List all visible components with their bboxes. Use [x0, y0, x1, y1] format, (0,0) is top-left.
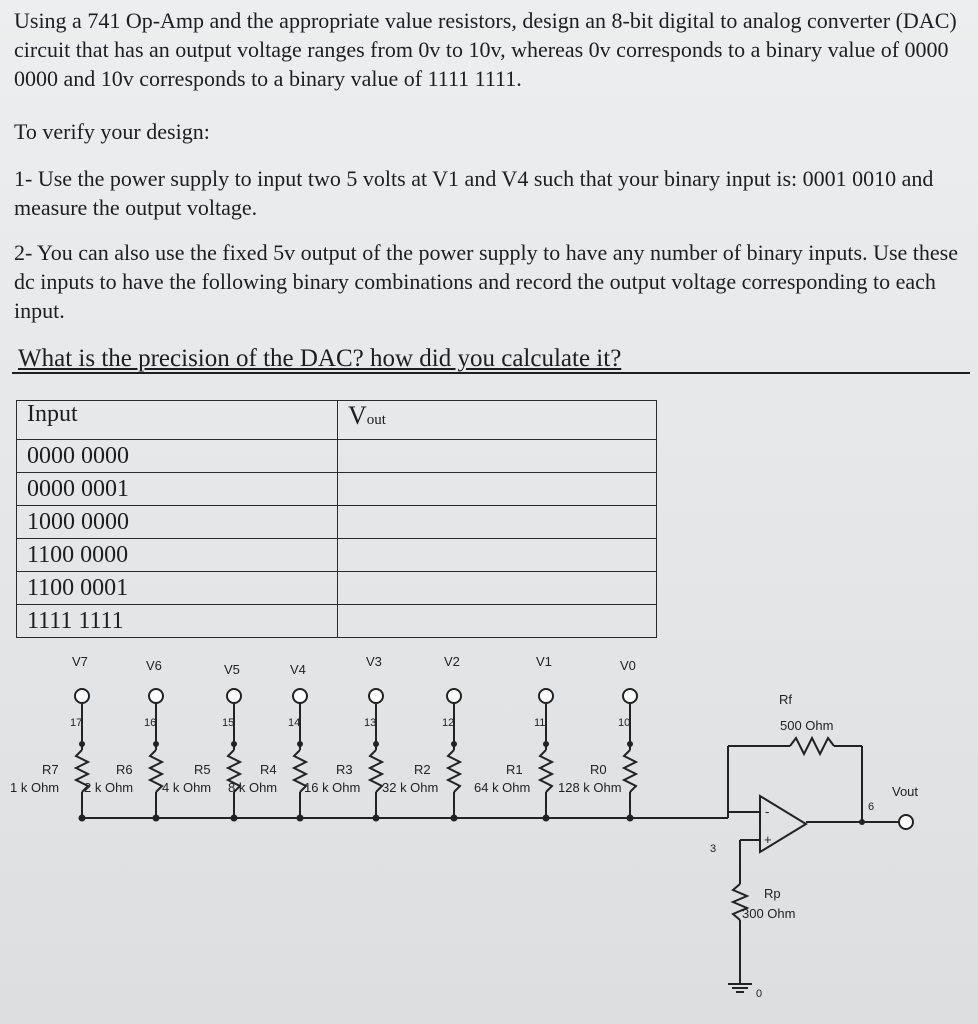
header-input: Input — [17, 401, 338, 440]
node-label-13: 13 — [364, 717, 377, 729]
source-label-v2: V2 — [444, 654, 460, 669]
resistor-value-r4: 8 k Ohm — [228, 780, 278, 795]
resistor-r3 — [370, 750, 382, 792]
resistor-value-r2: 32 k Ohm — [382, 780, 439, 795]
source-label-v4: V4 — [290, 662, 306, 677]
table-row — [17, 539, 657, 572]
resistor-r0 — [624, 750, 636, 792]
dac-schematic — [0, 640, 978, 1024]
input-cell: 0000 0000 — [17, 440, 338, 473]
source-label-v7: V7 — [72, 654, 88, 669]
horizontal-rule — [12, 372, 970, 374]
precision-question: What is the precision of the DAC? how did you calculate it? — [18, 345, 622, 372]
source-label-v0: V0 — [620, 658, 636, 673]
vout-symbol: V — [348, 401, 367, 430]
source-label-v6: V6 — [146, 658, 162, 673]
source-label-v3: V3 — [366, 654, 382, 669]
step-1-text: 1- Use the power supply to input two 5 volts at V1 and V4 such that your binary input is: 0001 0010 and measure the output voltage. — [14, 166, 934, 220]
vout-cell — [338, 539, 657, 572]
node-label-12: 12 — [442, 717, 455, 729]
input-terminal-v5[interactable] — [227, 689, 241, 703]
header-vout — [338, 401, 657, 440]
rf-name: Rf — [779, 692, 792, 707]
table-row — [17, 506, 657, 539]
node-label-11: 11 — [534, 717, 546, 729]
node-label-15: 15 — [222, 717, 235, 729]
input-branches — [10, 654, 637, 822]
resistor-name-r6: R6 — [116, 762, 133, 777]
resistor-value-r3: 16 k Ohm — [304, 780, 361, 795]
vout-terminal[interactable] — [899, 815, 913, 829]
node-3-label: 3 — [710, 843, 717, 855]
resistor-value-r5: 4 k Ohm — [162, 780, 212, 795]
vout-subscript: out — [366, 412, 386, 428]
input-terminal-v3[interactable] — [369, 689, 383, 703]
rf-resistor — [790, 738, 834, 754]
node-label-16: 16 — [144, 717, 157, 729]
resistor-name-r0: R0 — [590, 762, 607, 777]
input-terminal-v7[interactable] — [75, 689, 89, 703]
node-label-10: 10 — [618, 717, 631, 729]
verify-heading: To verify your design: — [14, 119, 210, 144]
input-cell: 1100 0000 — [17, 539, 338, 572]
vout-cell — [338, 506, 657, 539]
resistor-value-r1: 64 k Ohm — [474, 780, 531, 795]
step-2-text: 2- You can also use the fixed 5v output of the power supply to have any number of binary inputs. Use these dc inputs to have the following binary combinations and record the output voltage corresponding to each input. — [14, 240, 958, 323]
problem-statement: Using a 741 Op-Amp and the appropriate value resistors, design an 8-bit digital to analog converter (DAC) circuit that has an output voltage ranges from 0v to 10v, whereas 0v corresponds to a binary value of 0000 0000 and 10v corresponds to a binary value of 1111 1111. — [14, 8, 957, 91]
input-terminal-v1[interactable] — [539, 689, 553, 703]
table-row — [17, 572, 657, 605]
resistor-value-r6: 2 k Ohm — [84, 780, 134, 795]
resistor-r6 — [150, 750, 162, 792]
source-label-v1: V1 — [536, 654, 552, 669]
rf-value: 500 Ohm — [780, 718, 834, 733]
vout-cell — [338, 605, 657, 638]
input-cell: 1100 0001 — [17, 572, 338, 605]
resistor-name-r5: R5 — [194, 762, 211, 777]
resistor-r2 — [448, 750, 460, 792]
rp-value: 300 Ohm — [742, 906, 796, 921]
input-cell: 1000 0000 — [17, 506, 338, 539]
resistor-value-r0: 128 k Ohm — [558, 780, 622, 795]
vout-cell — [338, 572, 657, 605]
input-cell: 1111 1111 — [17, 605, 338, 638]
resistor-r1 — [540, 750, 552, 792]
input-terminal-v4[interactable] — [293, 689, 307, 703]
vout-cell — [338, 440, 657, 473]
resistor-name-r7: R7 — [42, 762, 59, 777]
node-6-label: 6 — [868, 801, 875, 813]
node-label-14: 14 — [288, 717, 301, 729]
table-row — [17, 440, 657, 473]
resistor-name-r3: R3 — [336, 762, 353, 777]
source-label-v5: V5 — [224, 662, 240, 677]
input-output-table — [16, 400, 657, 638]
resistor-name-r2: R2 — [414, 762, 431, 777]
resistor-value-r7: 1 k Ohm — [10, 780, 60, 795]
rp-name: Rp — [764, 886, 781, 901]
table-row — [17, 605, 657, 638]
table-header-row — [17, 401, 657, 440]
output-junction — [859, 819, 865, 825]
resistor-name-r1: R1 — [506, 762, 523, 777]
input-terminal-v6[interactable] — [149, 689, 163, 703]
node-label-17: 17 — [70, 717, 83, 729]
node-0-label: 0 — [756, 988, 763, 1000]
resistor-name-r4: R4 — [260, 762, 277, 777]
input-terminal-v0[interactable] — [623, 689, 637, 703]
vout-cell — [338, 473, 657, 506]
vout-label: Vout — [892, 784, 919, 799]
op-amp-minus: - — [765, 804, 770, 819]
input-cell: 0000 0001 — [17, 473, 338, 506]
table-row — [17, 473, 657, 506]
op-amp-plus: + — [764, 832, 772, 847]
input-terminal-v2[interactable] — [447, 689, 461, 703]
